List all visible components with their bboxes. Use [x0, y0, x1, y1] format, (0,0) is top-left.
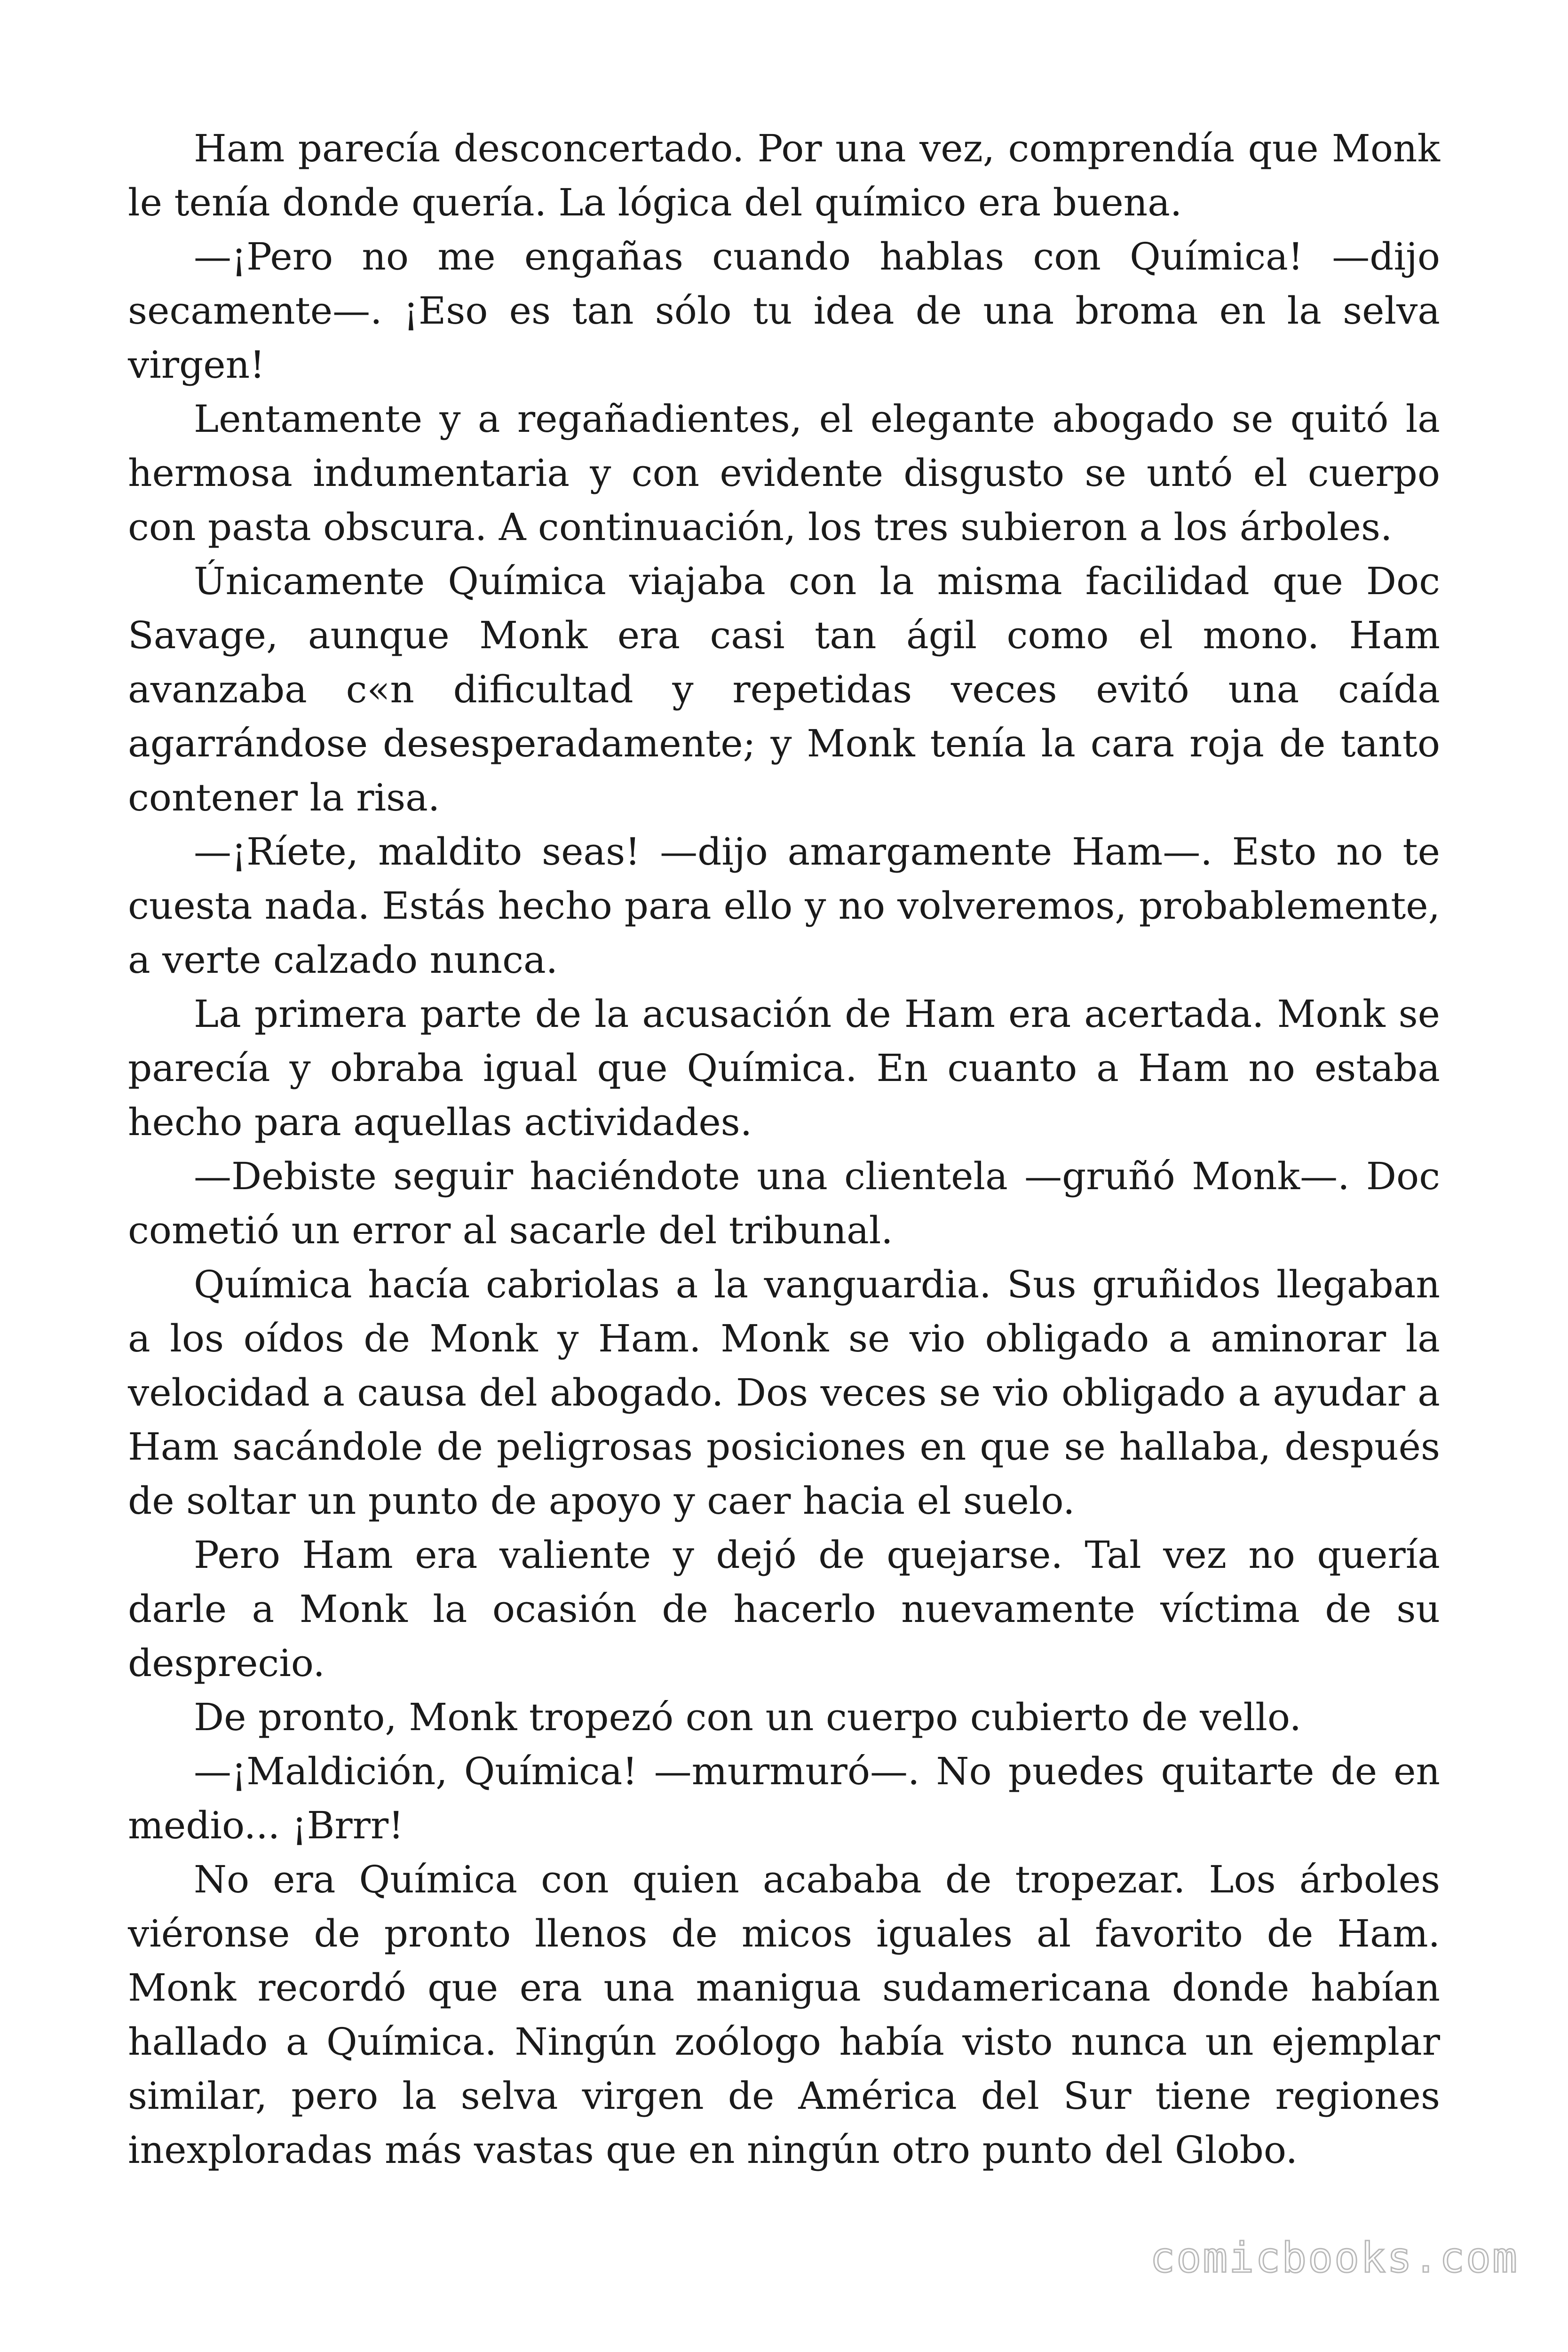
watermark: comicbooks.com [1150, 2233, 1519, 2282]
paragraph: La primera parte de la acusación de Ham era acertada. Monk se parecía y obraba igual que Química. En cuanto a Ham no estaba hecho para aquellas actividades. [128, 992, 1440, 1144]
paragraph: De pronto, Monk tropezó con un cuerpo cubierto de vello. [194, 1695, 1302, 1739]
paragraph: Ham parecía desconcertado. Por una vez, comprendía que Monk le tenía donde quería. La lógica del químico era buena. [128, 127, 1440, 224]
paragraph: Pero Ham era valiente y dejó de quejarse. Tal vez no quería darle a Monk la ocasión de hacerlo nuevamente víctima de su desprecio. [128, 1533, 1440, 1685]
paragraph: —¡Ríete, maldito seas! —dijo amargamente Ham—. Esto no te cuesta nada. Estás hecho para ello y no volveremos, probablemente, a verte calzado nunca. [128, 830, 1440, 982]
paragraph: Lentamente y a regañadientes, el elegante abogado se quitó la hermosa indumentaria y con evidente disgusto se untó el cuerpo con pasta obscura. A continuación, los tres subieron a los árboles. [128, 397, 1440, 549]
paragraph: —¡Pero no me engañas cuando hablas con Química! —dijo secamente—. ¡Eso es tan sólo tu idea de una broma en la selva virgen! [128, 235, 1440, 387]
paragraph: Únicamente Química viajaba con la misma facilidad que Doc Savage, aunque Monk era casi tan ágil como el mono. Ham avanzaba c«n dificultad y repetidas veces evitó una caída agarrándose desesperadamente; y Monk tenía la cara roja de tanto contener la risa. [128, 559, 1440, 819]
paragraph: No era Química con quien acababa de tropezar. Los árboles viéronse de pronto llenos de micos iguales al favorito de Ham. Monk recordó que era una manigua sudamericana donde habían hallado a Química. Ningún zoólogo había visto nunca un ejemplar similar, pero la selva virgen de América del Sur tiene regiones inexploradas más vastas que en ningún otro punto del Globo. [128, 1858, 1440, 2172]
body-text [128, 121, 1440, 2177]
paragraph: —Debiste seguir haciéndote una clientela —gruñó Monk—. Doc cometió un error al sacarle del tribunal. [128, 1154, 1440, 1252]
paragraph: —¡Maldición, Química! —murmuró—. No puedes quitarte de en medio... ¡Brrr! [128, 1749, 1440, 1847]
paragraph: Química hacía cabriolas a la vanguardia. Sus gruñidos llegaban a los oídos de Monk y Ham. Monk se vio obligado a aminorar la velocidad a causa del abogado. Dos veces se vio obligado a ayudar a Ham sacándole de peligrosas posiciones en que se hallaba, después de soltar un punto de apoyo y caer hacia el suelo. [128, 1263, 1440, 1523]
